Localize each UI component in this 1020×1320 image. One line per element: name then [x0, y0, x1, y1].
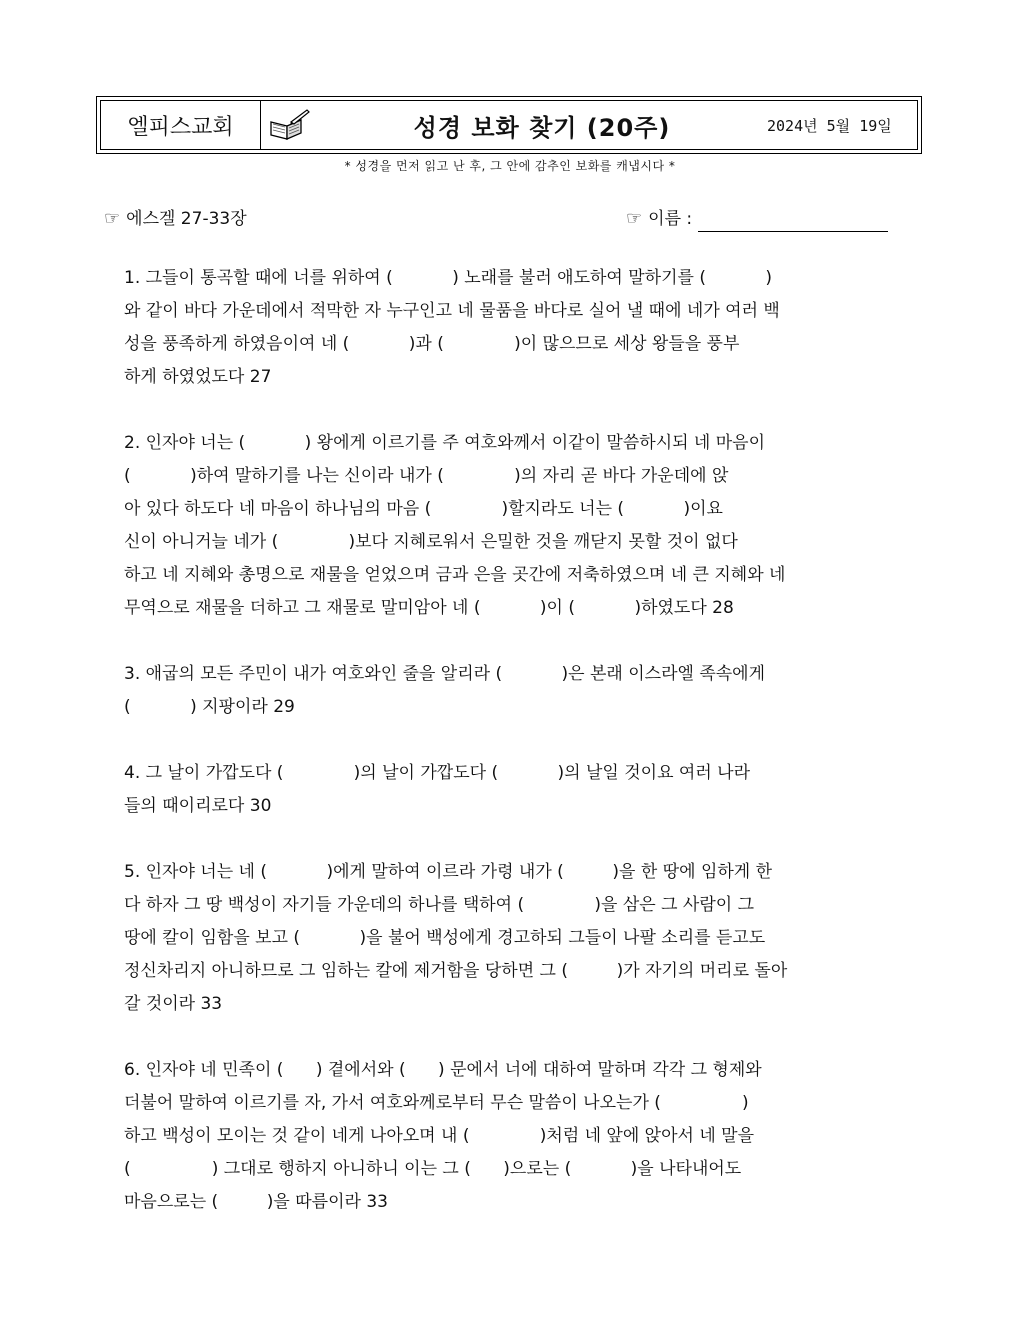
instruction-notice: * 성경을 먼저 읽고 난 후, 그 안에 감추인 보화를 캐냅시다 *: [344, 159, 676, 173]
question-list: [124, 262, 906, 1252]
question-3: [124, 658, 906, 724]
name-label: 이름 :: [648, 209, 693, 229]
name-field: [626, 206, 888, 232]
question-line: 신이 아니거늘 네가 ( )보다 지혜로워서 은밀한 것을 깨닫지 못할 것이 없다: [124, 532, 738, 552]
question-1: [124, 262, 906, 394]
pointing-hand-icon: ☞: [626, 208, 643, 229]
question-6: [124, 1054, 906, 1219]
worksheet-header: [96, 96, 922, 154]
question-line: 다 하자 그 땅 백성이 자기들 가운데의 하나를 택하여 ( )을 삼은 그 사람이 그: [124, 895, 755, 915]
question-line: 하고 백성이 모이는 것 같이 네게 나아오며 내 ( )처럼 네 앞에 앉아서 네 말을: [124, 1126, 755, 1146]
worksheet-title: 성경 보화 찾기 (20주): [413, 113, 671, 142]
question-line: 와 같이 바다 가운데에서 적막한 자 누구인고 네 물품을 바다로 실어 낼 때에 네가 여러 백: [124, 301, 780, 321]
question-line: 5. 인자야 너는 네 ( )에게 말하여 이르라 가령 내가 ( )을 한 땅에 임하게 한: [124, 862, 773, 882]
name-input-line[interactable]: [698, 211, 888, 232]
pointing-hand-icon: ☞: [104, 208, 121, 229]
question-line: ( ) 지팡이라 29: [124, 697, 295, 717]
question-4: [124, 757, 906, 823]
question-line: 하고 네 지혜와 총명으로 재물을 얻었으며 금과 은을 곳간에 저축하였으며 네 큰 지혜와 네: [124, 565, 786, 585]
question-line: 성을 풍족하게 하였음이여 네 ( )과 ( )이 많으므로 세상 왕들을 풍부: [124, 334, 740, 354]
reading-range-label: 에스겔 27-33장: [126, 209, 247, 229]
reading-range: [104, 206, 247, 232]
question-line: ( )하여 말하기를 나는 신이라 내가 ( )의 자리 곧 바다 가운데에 앉: [124, 466, 729, 486]
question-line: 땅에 칼이 임함을 보고 ( )을 불어 백성에게 경고하되 그들이 나팔 소리를 듣고도: [124, 928, 766, 948]
question-line: 4. 그 날이 가깝도다 ( )의 날이 가깝도다 ( )의 날일 것이요 여러 나라: [124, 763, 751, 783]
question-line: 하게 하였었도다 27: [124, 367, 272, 387]
question-line: 무역으로 재물을 더하고 그 재물로 말미암아 네 ( )이 ( )하였도다 28: [124, 598, 734, 618]
question-line: 들의 때이리로다 30: [124, 796, 272, 816]
question-line: 1. 그들이 통곡할 때에 너를 위하여 ( ) 노래를 불러 애도하여 말하기를 ( ): [124, 268, 773, 288]
question-line: 갈 것이라 33: [124, 994, 223, 1014]
worksheet-date: 2024년 5월 19일: [767, 116, 892, 135]
question-line: 3. 애굽의 모든 주민이 내가 여호와인 줄을 알리라 ( )은 본래 이스라엘 족속에게: [124, 664, 766, 684]
question-line: 2. 인자야 너는 ( ) 왕에게 이르기를 주 여호와께서 이같이 말씀하시되 네 마음이: [124, 433, 766, 453]
question-line: 마음으로는 ( )을 따름이라 33: [124, 1192, 388, 1212]
question-5: [124, 856, 906, 1021]
header-inner-border: [100, 100, 918, 150]
question-line: 6. 인자야 네 민족이 ( ) 곁에서와 ( ) 문에서 너에 대하여 말하며 각각 그 형제와: [124, 1060, 762, 1080]
open-book-with-pen-icon: [261, 101, 317, 149]
question-line: 아 있다 하도다 네 마음이 하나님의 마음 ( )할지라도 너는 ( )이요: [124, 499, 723, 519]
question-line: 정신차리지 아니하므로 그 임하는 칼에 제거함을 당하면 그 ( )가 자기의 머리로 돌아: [124, 961, 788, 981]
question-line: ( ) 그대로 행하지 아니하니 이는 그 ( )으로는 ( )을 나타내어도: [124, 1159, 742, 1179]
open-book-icon: [267, 108, 311, 142]
church-name: 엘피스교회: [101, 101, 261, 149]
question-2: [124, 427, 906, 625]
question-line: 더불어 말하여 이르기를 자, 가서 여호와께로부터 무슨 말씀이 나오는가 ( ): [124, 1093, 749, 1113]
